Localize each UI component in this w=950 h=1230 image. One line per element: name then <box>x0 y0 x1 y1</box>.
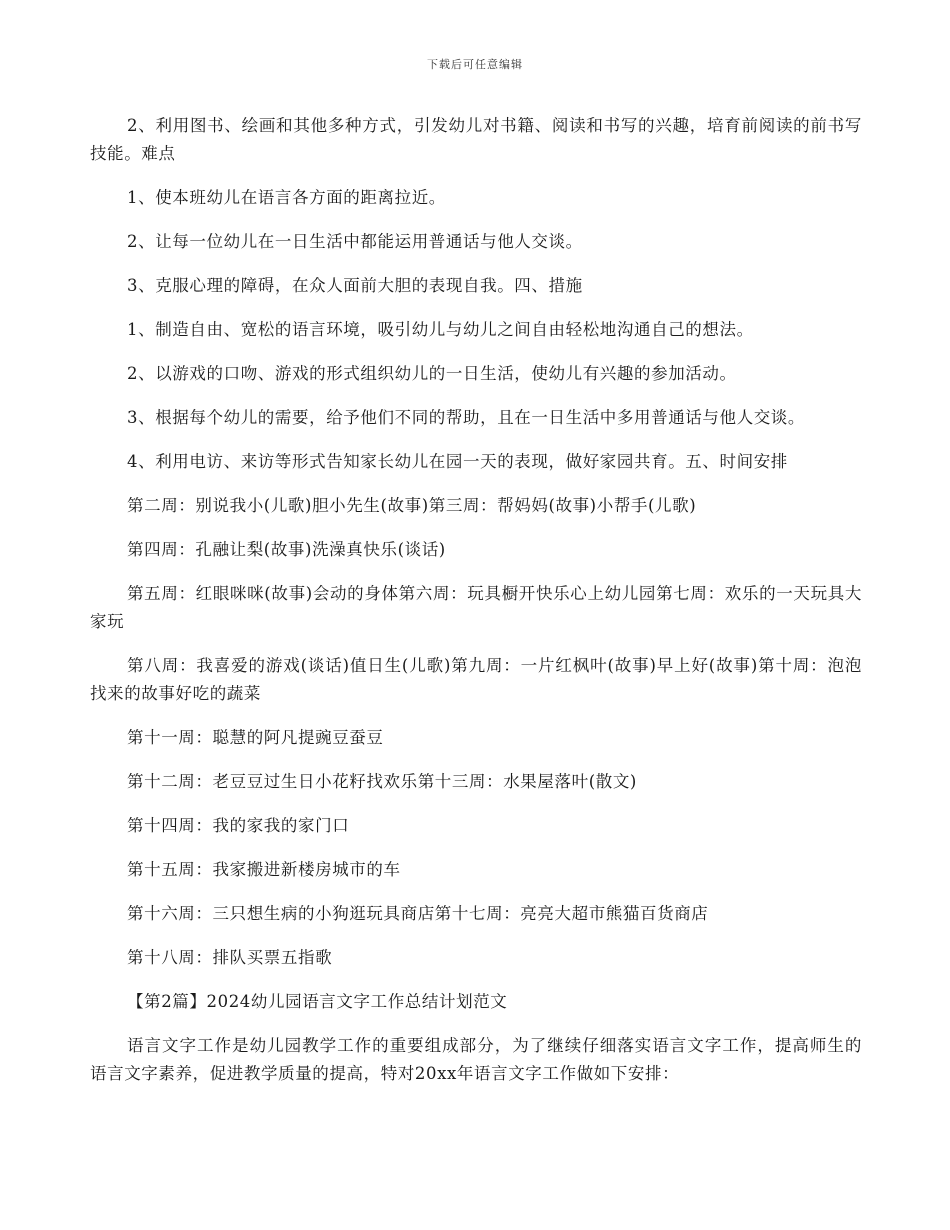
paragraph-goal-2: 2、利用图书、绘画和其他多种方式，引发幼儿对书籍、阅读和书写的兴趣，培育前阅读的前书写技能。难点 <box>90 116 862 163</box>
schedule-week-2-3: 第二周：别说我小(儿歌)胆小先生(故事)第三周：帮妈妈(故事)小帮手(儿歌) <box>127 496 697 515</box>
section-heading-part-2: 【第2篇】2024幼儿园语言文字工作总结计划范文 <box>127 992 508 1011</box>
paragraph-measure-1: 1、制造自由、宽松的语言环境，吸引幼儿与幼儿之间自由轻松地沟通自己的想法。 <box>127 320 754 339</box>
schedule-week-16-17: 第十六周：三只想生病的小狗逛玩具商店第十七周：亮亮大超市熊猫百货商店 <box>127 904 709 923</box>
paragraph-measure-2: 2、以游戏的口吻、游戏的形式组织幼儿的一日生活，使幼儿有兴趣的参加活动。 <box>127 364 737 383</box>
schedule-week-8-10: 第八周：我喜爱的游戏(谈话)值日生(儿歌)第九周：一片红枫叶(故事)早上好(故事)第十周：泡泡找来的故事好吃的蔬菜 <box>90 656 862 703</box>
page-header: 下载后可任意编辑 <box>427 58 523 71</box>
schedule-week-18: 第十八周：排队买票五指歌 <box>127 948 333 967</box>
schedule-week-11: 第十一周：聪慧的阿凡提豌豆蚕豆 <box>127 728 384 747</box>
paragraph-measure-4: 4、利用电访、来访等形式告知家长幼儿在园一天的表现，做好家园共育。五、时间安排 <box>127 452 788 471</box>
paragraph-difficulty-3: 3、克服心理的障碍，在众人面前大胆的表现自我。四、措施 <box>127 276 583 295</box>
schedule-week-12-13: 第十二周：老豆豆过生日小花籽找欢乐第十三周：水果屋落叶(散文) <box>127 772 637 791</box>
paragraph-intro: 语言文字工作是幼儿园教学工作的重要组成部分，为了继续仔细落实语言文字工作，提高师生的语言文字素养，促进教学质量的提高，特对20xx年语言文字工作做如下安排： <box>90 1036 862 1083</box>
schedule-week-14: 第十四周：我的家我的家门口 <box>127 816 350 835</box>
schedule-week-15: 第十五周：我家搬进新楼房城市的车 <box>127 860 401 879</box>
paragraph-measure-3: 3、根据每个幼儿的需要，给予他们不同的帮助，且在一日生活中多用普通话与他人交谈。 <box>127 408 805 427</box>
schedule-week-4: 第四周：孔融让梨(故事)洗澡真快乐(谈话) <box>127 540 446 559</box>
document-body <box>90 112 862 1088</box>
paragraph-difficulty-2: 2、让每一位幼儿在一日生活中都能运用普通话与他人交谈。 <box>127 232 583 251</box>
schedule-week-5-7: 第五周：红眼咪咪(故事)会动的身体第六周：玩具橱开快乐心上幼儿园第七周：欢乐的一天玩具大家玩 <box>90 584 862 631</box>
paragraph-difficulty-1: 1、使本班幼儿在语言各方面的距离拉近。 <box>127 188 446 207</box>
